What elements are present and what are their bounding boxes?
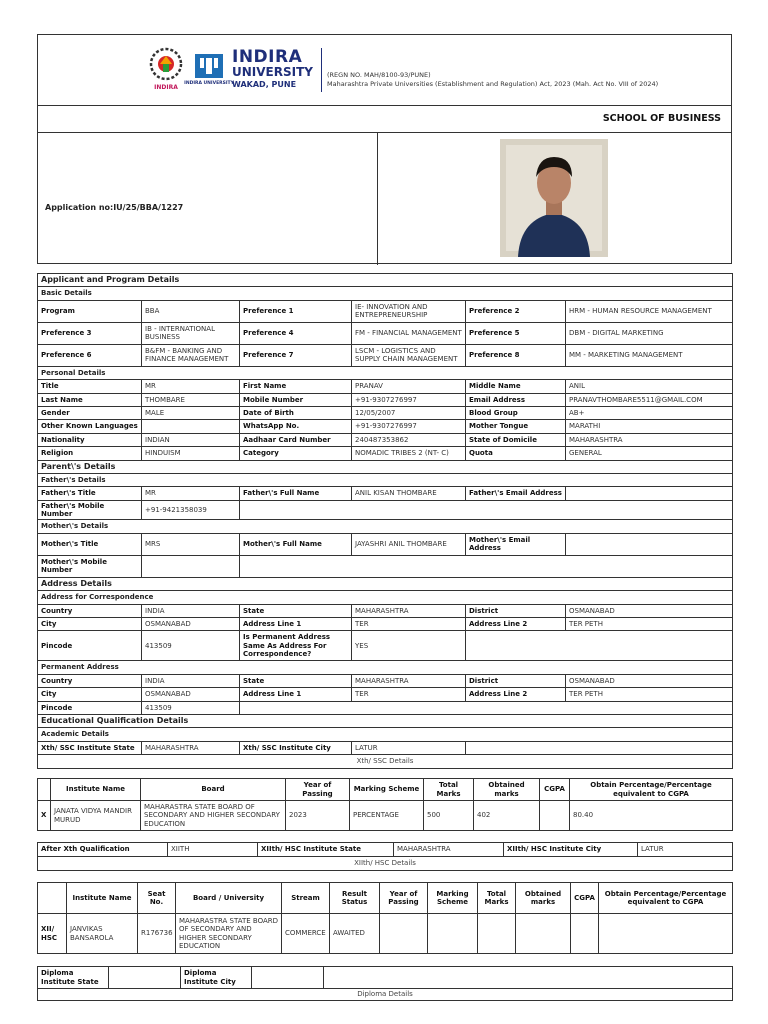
- father-title-value: MR: [142, 487, 240, 500]
- emblem-icon: [145, 46, 187, 92]
- xiith-header-cell: Year of Passing: [380, 883, 428, 914]
- xth-header-cell: Obtain Percentage/Percentage equivalent to CGPA: [570, 779, 733, 801]
- pref7-label: Preference 7: [240, 344, 352, 366]
- table-cell: [428, 914, 478, 954]
- pincode-label: Pincode: [38, 631, 142, 661]
- mother-details-heading: Mother\'s Details: [38, 520, 733, 533]
- diploma-city-value: [252, 967, 324, 989]
- first-name-label: First Name: [240, 380, 352, 393]
- state-label: State: [240, 604, 352, 617]
- mother-title-value: MRS: [142, 533, 240, 555]
- address-line1-value: TER: [352, 618, 466, 631]
- perm-address-line1-value: TER: [352, 688, 466, 701]
- diploma-state-label: Diploma Institute State: [38, 967, 109, 989]
- brand-line-3: WAKAD, PUNE: [232, 80, 297, 89]
- diploma-table: [37, 966, 733, 1001]
- father-details-heading: Father\'s Details: [38, 473, 733, 486]
- program-value: BBA: [142, 300, 240, 322]
- after-xth-details: [37, 842, 732, 871]
- table-cell: 402: [474, 801, 540, 831]
- empty-cell: [240, 701, 733, 714]
- xiith-details-table: [37, 882, 733, 954]
- section-title: Applicant and Program Details: [38, 274, 733, 287]
- pref1-value: IE- INNOVATION AND ENTREPRENEURSHIP: [352, 300, 466, 322]
- aadhaar-value: 240487353862: [352, 433, 466, 446]
- diploma-state-value: [109, 967, 181, 989]
- table-row: [38, 914, 733, 954]
- mother-tongue-value: MARATHI: [566, 420, 733, 433]
- quota-label: Quota: [466, 447, 566, 460]
- xth-header-cell: Obtained marks: [474, 779, 540, 801]
- indira-mark-label: INDIRA UNIVERSITY: [184, 81, 234, 86]
- perm-pincode-label: Pincode: [38, 701, 142, 714]
- title-label: Title: [38, 380, 142, 393]
- pref3-value: IB - INTERNATIONAL BUSINESS: [142, 322, 240, 344]
- other-languages-value: [142, 420, 240, 433]
- table-cell: AWAITED: [330, 914, 380, 954]
- pref7-value: LSCM - LOGISTICS AND SUPPLY CHAIN MANAGEMENT: [352, 344, 466, 366]
- empty-cell: [466, 631, 733, 661]
- table-cell: [516, 914, 571, 954]
- pref6-label: Preference 6: [38, 344, 142, 366]
- father-email-value: [566, 487, 733, 500]
- indira-mark-icon: [184, 54, 234, 90]
- xth-header-cell: Marking Scheme: [350, 779, 424, 801]
- empty-cell: [240, 500, 733, 520]
- mother-email-value: [566, 533, 733, 555]
- address-line1-label: Address Line 1: [240, 618, 352, 631]
- pref2-label: Preference 2: [466, 300, 566, 322]
- pref5-value: DBM - DIGITAL MARKETING: [566, 322, 733, 344]
- mobile-label: Mobile Number: [240, 393, 352, 406]
- table-cell: R176736: [138, 914, 176, 954]
- father-name-label: Father\'s Full Name: [240, 487, 352, 500]
- table-cell: PERCENTAGE: [350, 801, 424, 831]
- academic-details-heading: Academic Details: [38, 728, 733, 741]
- last-name-label: Last Name: [38, 393, 142, 406]
- first-name-value: PRANAV: [352, 380, 466, 393]
- xiith-state-value: MAHARASHTRA: [394, 843, 504, 857]
- other-languages-label: Other Known Languages: [38, 420, 142, 433]
- table-cell: JANVIKAS BANSAROLA: [67, 914, 138, 954]
- same-address-label: Is Permanent Address Same As Address For Correspondence?: [240, 631, 352, 661]
- city-label: City: [38, 618, 142, 631]
- xiith-header-cell: Total Marks: [478, 883, 516, 914]
- school-row: [38, 106, 731, 133]
- middle-name-value: ANIL: [566, 380, 733, 393]
- mother-name-value: JAYASHRI ANIL THOMBARE: [352, 533, 466, 555]
- domicile-value: MAHARASHTRA: [566, 433, 733, 446]
- xiith-row-label: XII/ HSC: [38, 914, 67, 954]
- table-cell: COMMERCE: [282, 914, 330, 954]
- address-line2-value: TER PETH: [566, 618, 733, 631]
- country-label: Country: [38, 604, 142, 617]
- after-xth-value: XIITH: [168, 843, 258, 857]
- middle-name-label: Middle Name: [466, 380, 566, 393]
- email-label: Email Address: [466, 393, 566, 406]
- same-address-value: YES: [352, 631, 466, 661]
- xth-header-cell: CGPA: [540, 779, 570, 801]
- perm-state-label: State: [240, 674, 352, 687]
- pincode-value: 413509: [142, 631, 240, 661]
- mother-tongue-label: Mother Tongue: [466, 420, 566, 433]
- whatsapp-value: +91-9307276997: [352, 420, 466, 433]
- application-number: Application no:IU/25/BBA/1227: [45, 203, 184, 212]
- last-name-value: THOMBARE: [142, 393, 240, 406]
- table-cell: [571, 914, 599, 954]
- xth-state-label: Xth/ SSC Institute State: [38, 741, 142, 754]
- category-value: NOMADIC TRIBES 2 (NT- C): [352, 447, 466, 460]
- emblem-label: INDIRA: [154, 84, 178, 91]
- xiith-city-value: LATUR: [638, 843, 733, 857]
- xth-header-cell: Year of Passing: [286, 779, 350, 801]
- brand-line-2: UNIVERSITY: [232, 65, 313, 79]
- perm-state-value: MAHARASHTRA: [352, 674, 466, 687]
- religion-label: Religion: [38, 447, 142, 460]
- diploma-details-caption: Diploma Details: [38, 989, 733, 1001]
- father-mobile-label: Father\'s Mobile Number: [38, 500, 142, 520]
- school-name: SCHOOL OF BUSINESS: [602, 113, 721, 124]
- perm-address-line1-label: Address Line 1: [240, 688, 352, 701]
- registration-number: (REGN NO. MAH/8100-93/PUNE): [327, 71, 431, 79]
- mother-mobile-label: Mother\'s Mobile Number: [38, 555, 142, 577]
- perm-city-label: City: [38, 688, 142, 701]
- after-xth-table: [37, 842, 733, 871]
- education-details-heading: Educational Qualification Details: [38, 714, 733, 727]
- xth-row-label: X: [38, 801, 51, 831]
- applicant-details: [37, 273, 732, 769]
- xth-header-cell: Board: [141, 779, 286, 801]
- logo-divider: [321, 48, 322, 92]
- xiith-state-label: XIIth/ HSC Institute State: [258, 843, 394, 857]
- perm-district-value: OSMANABAD: [566, 674, 733, 687]
- pref8-value: MM - MARKETING MANAGEMENT: [566, 344, 733, 366]
- country-value: INDIA: [142, 604, 240, 617]
- gender-value: MALE: [142, 406, 240, 419]
- xth-header-cell: Institute Name: [51, 779, 141, 801]
- nationality-value: INDIAN: [142, 433, 240, 446]
- address-line2-label: Address Line 2: [466, 618, 566, 631]
- table-cell: [380, 914, 428, 954]
- application-cell: [38, 133, 378, 265]
- pref8-label: Preference 8: [466, 344, 566, 366]
- title-value: MR: [142, 380, 240, 393]
- empty-cell: [240, 555, 733, 577]
- perm-district-label: District: [466, 674, 566, 687]
- perm-country-label: Country: [38, 674, 142, 687]
- dob-value: 12/05/2007: [352, 406, 466, 419]
- gender-label: Gender: [38, 406, 142, 419]
- diploma-details: [37, 966, 732, 1001]
- xth-city-label: Xth/ SSC Institute City: [240, 741, 352, 754]
- xth-details-table: [37, 778, 733, 831]
- permanent-address-heading: Permanent Address: [38, 661, 733, 674]
- dob-label: Date of Birth: [240, 406, 352, 419]
- father-title-label: Father\'s Title: [38, 487, 142, 500]
- table-row: [38, 801, 733, 831]
- empty-cell: [466, 741, 733, 754]
- mobile-value: +91-9307276997: [352, 393, 466, 406]
- pref2-value: HRM - HUMAN RESOURCE MANAGEMENT: [566, 300, 733, 322]
- act-text: Maharashtra Private Universities (Establishment and Regulation) Act, 2023 (Mah. Act No. VIII of 2024): [327, 80, 659, 88]
- xiith-header-cell: Institute Name: [67, 883, 138, 914]
- blood-group-label: Blood Group: [466, 406, 566, 419]
- nationality-label: Nationality: [38, 433, 142, 446]
- religion-value: HINDUISM: [142, 447, 240, 460]
- table-cell: [478, 914, 516, 954]
- whatsapp-label: WhatsApp No.: [240, 420, 352, 433]
- perm-country-value: INDIA: [142, 674, 240, 687]
- table-cell: 500: [424, 801, 474, 831]
- xiith-header-cell: Obtain Percentage/Percentage equivalent to CGPA: [599, 883, 733, 914]
- perm-city-value: OSMANABAD: [142, 688, 240, 701]
- table-cell: JANATA VIDYA MANDIR MURUD: [51, 801, 141, 831]
- address-details-heading: Address Details: [38, 577, 733, 590]
- program-label: Program: [38, 300, 142, 322]
- perm-address-line2-label: Address Line 2: [466, 688, 566, 701]
- district-value: OSMANABAD: [566, 604, 733, 617]
- father-email-label: Father\'s Email Address: [466, 487, 566, 500]
- mother-name-label: Mother\'s Full Name: [240, 533, 352, 555]
- xiith-corner-cell: [38, 883, 67, 914]
- application-row: [38, 133, 731, 265]
- applicant-details-table: [37, 273, 733, 769]
- xth-details-caption: Xth/ SSC Details: [38, 755, 733, 768]
- aadhaar-label: Aadhaar Card Number: [240, 433, 352, 446]
- pref4-value: FM - FINANCIAL MANAGEMENT: [352, 322, 466, 344]
- xth-header-cell: Total Marks: [424, 779, 474, 801]
- basic-details-heading: Basic Details: [38, 287, 733, 300]
- logo-row: [38, 35, 731, 106]
- perm-address-line2-value: TER PETH: [566, 688, 733, 701]
- correspondence-address-heading: Address for Correspondence: [38, 591, 733, 604]
- xiith-header-cell: Board / University: [176, 883, 282, 914]
- father-name-value: ANIL KISAN THOMBARE: [352, 487, 466, 500]
- xiith-details: [37, 882, 732, 954]
- xth-city-value: LATUR: [352, 741, 466, 754]
- xth-corner-cell: [38, 779, 51, 801]
- domicile-label: State of Domicile: [466, 433, 566, 446]
- pref4-label: Preference 4: [240, 322, 352, 344]
- applicant-photo: [500, 139, 608, 257]
- city-value: OSMANABAD: [142, 618, 240, 631]
- xiith-city-label: XIIth/ HSC Institute City: [504, 843, 638, 857]
- xth-state-value: MAHARASHTRA: [142, 741, 240, 754]
- quota-value: GENERAL: [566, 447, 733, 460]
- xiith-header-cell: CGPA: [571, 883, 599, 914]
- university-logo: [141, 42, 659, 100]
- mother-email-label: Mother\'s Email Address: [466, 533, 566, 555]
- xiith-header-cell: Result Status: [330, 883, 380, 914]
- document-header: [37, 34, 732, 264]
- xiith-details-caption: XIIth/ HSC Details: [38, 857, 733, 871]
- table-cell: MAHARASTRA STATE BOARD OF SECONDARY AND HIGHER SECONDARY EDUCATION: [141, 801, 286, 831]
- pref6-value: B&FM - BANKING AND FINANCE MANAGEMENT: [142, 344, 240, 366]
- pref3-label: Preference 3: [38, 322, 142, 344]
- mother-title-label: Mother\'s Title: [38, 533, 142, 555]
- applicant-photo-image: [500, 139, 608, 257]
- perm-pincode-value: 413509: [142, 701, 240, 714]
- pref1-label: Preference 1: [240, 300, 352, 322]
- table-cell: MAHARASTRA STATE BOARD OF SECONDARY AND HIGHER SECONDARY EDUCATION: [176, 914, 282, 954]
- district-label: District: [466, 604, 566, 617]
- xiith-header-cell: Stream: [282, 883, 330, 914]
- pref5-label: Preference 5: [466, 322, 566, 344]
- personal-details-heading: Personal Details: [38, 366, 733, 379]
- table-cell: [540, 801, 570, 831]
- table-cell: 80.40: [570, 801, 733, 831]
- table-cell: [599, 914, 733, 954]
- father-mobile-value: +91-9421358039: [142, 500, 240, 520]
- state-value: MAHARASHTRA: [352, 604, 466, 617]
- category-label: Category: [240, 447, 352, 460]
- after-xth-label: After Xth Qualification: [38, 843, 168, 857]
- parents-details-heading: Parent\'s Details: [38, 460, 733, 473]
- empty-cell: [324, 967, 733, 989]
- xiith-header-cell: Seat No.: [138, 883, 176, 914]
- diploma-city-label: Diploma Institute City: [181, 967, 252, 989]
- email-value: PRANAVTHOMBARE5511@GMAIL.COM: [566, 393, 733, 406]
- brand-line-1: INDIRA: [232, 47, 303, 67]
- xiith-header-cell: Obtained marks: [516, 883, 571, 914]
- xiith-header-cell: Marking Scheme: [428, 883, 478, 914]
- xth-details: [37, 778, 732, 831]
- mother-mobile-value: [142, 555, 240, 577]
- table-cell: 2023: [286, 801, 350, 831]
- blood-group-value: AB+: [566, 406, 733, 419]
